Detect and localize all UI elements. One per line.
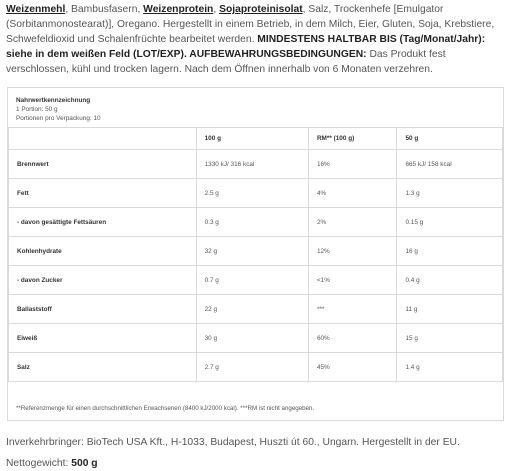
- value-100g: 32 g: [196, 237, 308, 266]
- table-row: [9, 324, 503, 353]
- table-row: [9, 237, 503, 266]
- value-100g: 0.3 g: [196, 208, 308, 237]
- value-50g: 1.3 g: [397, 179, 503, 208]
- table-row: [9, 295, 503, 324]
- nutrient-label: Brennwert: [9, 150, 197, 179]
- value-50g: 0.4 g: [397, 266, 503, 295]
- net-weight-value: 500 g: [71, 458, 98, 469]
- column-header-100g: 100 g: [196, 128, 308, 150]
- nutrition-title: Nahrwertkennzeichnung: [16, 97, 91, 104]
- nutrient-label: - davon Zucker: [9, 266, 197, 295]
- nutrient-label: Salz: [9, 353, 197, 382]
- table-row: [9, 266, 503, 295]
- column-header-rm: RM** (100 g): [308, 128, 397, 150]
- storage-text: Das Produkt fest verschlossen, kühl und trocken lagern. Nach dem Öffnen innerhalb von 6 Monaten verzehren.: [6, 49, 446, 75]
- value-50g: 0.15 g: [397, 208, 503, 237]
- column-header-label: [9, 128, 197, 150]
- value-100g: 1330 kJ/ 316 kcal: [196, 150, 308, 179]
- nutrient-label: Kohlenhydrate: [9, 237, 197, 266]
- value-rm: 16%: [308, 150, 397, 179]
- nutrition-table-body: [9, 150, 503, 382]
- value-100g: 0.7 g: [196, 266, 308, 295]
- value-50g: 16 g: [397, 237, 503, 266]
- manufacturer-info: Inverkehrbringer: BioTech USA Kft., H-1033, Budapest, Huszti út 60., Ungarn. Hergestellt in der EU.: [6, 437, 460, 448]
- table-row: [9, 208, 503, 237]
- value-rm: ***: [308, 295, 397, 324]
- portions-per-pack: Portionen pro Verpackung: 10: [16, 115, 101, 122]
- column-header-50g: 50 g: [397, 128, 503, 150]
- value-100g: 2.7 g: [196, 353, 308, 382]
- nutrient-label: Eiweiß: [9, 324, 197, 353]
- value-100g: 30 g: [196, 324, 308, 353]
- value-50g: 665 kJ/ 158 kcal: [397, 150, 503, 179]
- nutrient-label: - davon gesättigte Fettsäuren: [9, 208, 197, 237]
- value-50g: 1.4 g: [397, 353, 503, 382]
- allergen-soy-protein: Sojaproteinisolat: [219, 4, 303, 15]
- value-rm: 45%: [308, 353, 397, 382]
- nutrient-label: Fett: [9, 179, 197, 208]
- table-row: [9, 150, 503, 179]
- value-rm: 4%: [308, 179, 397, 208]
- ingredients-text: [6, 2, 506, 77]
- nutrient-label: Ballaststoff: [9, 295, 197, 324]
- value-rm: 2%: [308, 208, 397, 237]
- value-100g: 2.5 g: [196, 179, 308, 208]
- table-row: [9, 179, 503, 208]
- ingredients-part: , Salz, Trockenhefe [Emulgator (Sorbitanmonostearat)], Oregano. Hergestellt in einem Betrieb, in dem Milch, Eier, Gluten, Soja, Krebstiere, Schwefeldioxid und Schalenfrüchte bearbeitet werden.: [6, 4, 495, 45]
- allergen-wheat-protein: Weizenprotein: [143, 4, 214, 15]
- value-rm: <1%: [308, 266, 397, 295]
- value-rm: 60%: [308, 324, 397, 353]
- nutrition-header: [16, 96, 101, 123]
- table-row: [9, 353, 503, 382]
- nutrition-table: [8, 127, 503, 382]
- value-rm: 12%: [308, 237, 397, 266]
- portion-size: 1 Portion: 50 g: [16, 106, 58, 113]
- value-50g: 15 g: [397, 324, 503, 353]
- value-50g: 11 g: [397, 295, 503, 324]
- net-weight: [6, 458, 98, 469]
- net-weight-label: Nettogewicht:: [6, 458, 72, 469]
- nutrition-table-box: [7, 87, 504, 421]
- ingredients-part: ,: [213, 4, 220, 15]
- best-before-label: MINDESTENS HALTBAR BIS (Tag/Monat/Jahr): siehe in dem weißen Feld (LOT/EXP). AUFBEWAHRUNGSBEDINGUNGEN:: [6, 34, 486, 60]
- value-100g: 22 g: [196, 295, 308, 324]
- table-header-row: [9, 128, 503, 150]
- allergen-wheat-flour: Weizenmehl: [6, 4, 66, 15]
- footnote: **Referenzmenge für einen durchschnittlichen Erwachsenen (8400 kJ/2000 kcal). ***RM ist nicht angegeben.: [16, 405, 315, 412]
- ingredients-part: , Bambusfasern,: [65, 4, 144, 15]
